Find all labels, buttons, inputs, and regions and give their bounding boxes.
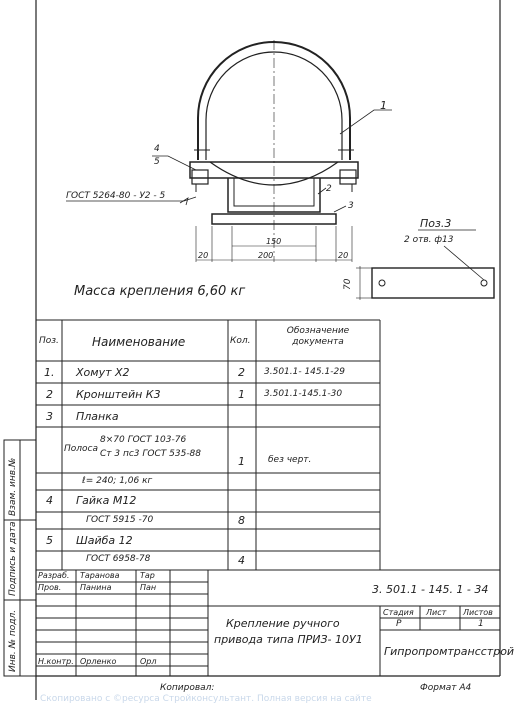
hdr-name: Наименование (92, 335, 186, 349)
row2-pos: 2 (46, 388, 53, 401)
weld-number: 5 (159, 191, 166, 201)
row4-name-line2: 8×70 ГОСТ 103-76 (100, 435, 187, 445)
row8-name: Шайба 12 (76, 534, 133, 547)
callout-4: 4 (154, 144, 160, 154)
sheets-value: 1 (478, 619, 484, 629)
row4-name-line1: Полоса (64, 444, 98, 454)
dim-200: 200 (258, 251, 274, 260)
stamp-inv-number: Инв. № подл. (8, 609, 18, 672)
doc-number: 3. 501.1 - 145. 1 - 34 (372, 583, 489, 596)
row6-pos: 4 (46, 494, 53, 507)
role-checker: Пров. (38, 583, 62, 592)
view-holes: 2 отв. ф13 (404, 235, 454, 245)
row7-qty: 8 (238, 514, 245, 527)
row2-name: Кронштейн К3 (76, 388, 161, 401)
row3-pos: 3 (46, 410, 53, 423)
clamp-drawing (66, 40, 392, 262)
dim-70: 70 (343, 278, 353, 290)
hdr-doc: Обозначение документа (286, 326, 350, 347)
role-norm-control: Н.контр. (38, 657, 74, 666)
dim-20-left: 20 (198, 251, 209, 260)
row9-name: ГОСТ 6958-78 (86, 554, 151, 564)
role-developer: Разраб. (38, 571, 70, 580)
name-norm-control: Орленко (80, 657, 117, 666)
callout-2: 2 (326, 184, 332, 194)
stamp-replace-inv: Взам. инв.№ (8, 457, 18, 516)
row2-doc: 3.501.1-145.1-30 (264, 389, 343, 399)
org-name: Гипропромтрансстрой (384, 645, 515, 658)
watermark-text: Скопировано с ©ресурса Стройконсультант. Полная версия на сайте (40, 694, 372, 704)
stamp-signature-date: Подпись и дата (8, 521, 18, 596)
sheets-label: Листов (463, 608, 493, 617)
name-developer: Таранова (80, 571, 120, 580)
callout-5: 5 (154, 157, 160, 167)
row4-name-line3: Ст 3 пс3 ГОСТ 535-88 (100, 449, 202, 459)
stage-value: Р (396, 619, 402, 629)
sign-checker: Пан (140, 583, 157, 592)
weld-gost: ГОСТ 5264-80 - У2 - 5 (66, 191, 166, 201)
row7-name: ГОСТ 5915 -70 (86, 515, 154, 525)
mass-note: Масса крепления 6,60 кг (74, 284, 246, 299)
row4-qty: 1 (238, 455, 245, 468)
name-checker: Панина (80, 583, 112, 592)
row5-name: ℓ= 240; 1,06 кг (82, 476, 153, 486)
sign-norm-control: Орл (140, 657, 157, 666)
row1-pos: 1. (44, 366, 55, 379)
title-line2: привода типа ПРИЗ- 10У1 (214, 633, 363, 646)
callout-3: 3 (348, 201, 354, 211)
sign-developer: Тар (140, 571, 155, 580)
sheet-label: Лист (426, 608, 447, 617)
sheet-format: Формат А4 (420, 683, 472, 693)
row6-name: Гайка М12 (76, 494, 137, 507)
hdr-qty: Кол. (230, 336, 251, 346)
row9-qty: 4 (238, 554, 245, 567)
row1-qty: 2 (238, 366, 245, 379)
view-title: Поз.3 (420, 217, 452, 230)
row4-doc: без черт. (268, 455, 312, 465)
row8-pos: 5 (46, 534, 53, 547)
row2-qty: 1 (238, 388, 245, 401)
hdr-pos: Поз. (39, 336, 59, 346)
stage-label: Стадия (383, 608, 414, 617)
callout-1: 1 (380, 99, 387, 112)
row3-name: Планка (76, 410, 119, 423)
title-line1: Крепление ручного (226, 617, 340, 630)
dim-20-right: 20 (338, 251, 349, 260)
copied-by: Копировал: (160, 683, 215, 693)
dim-150: 150 (266, 237, 282, 246)
row1-name: Хомут Х2 (76, 366, 130, 379)
row1-doc: 3.501.1- 145.1-29 (264, 367, 345, 377)
